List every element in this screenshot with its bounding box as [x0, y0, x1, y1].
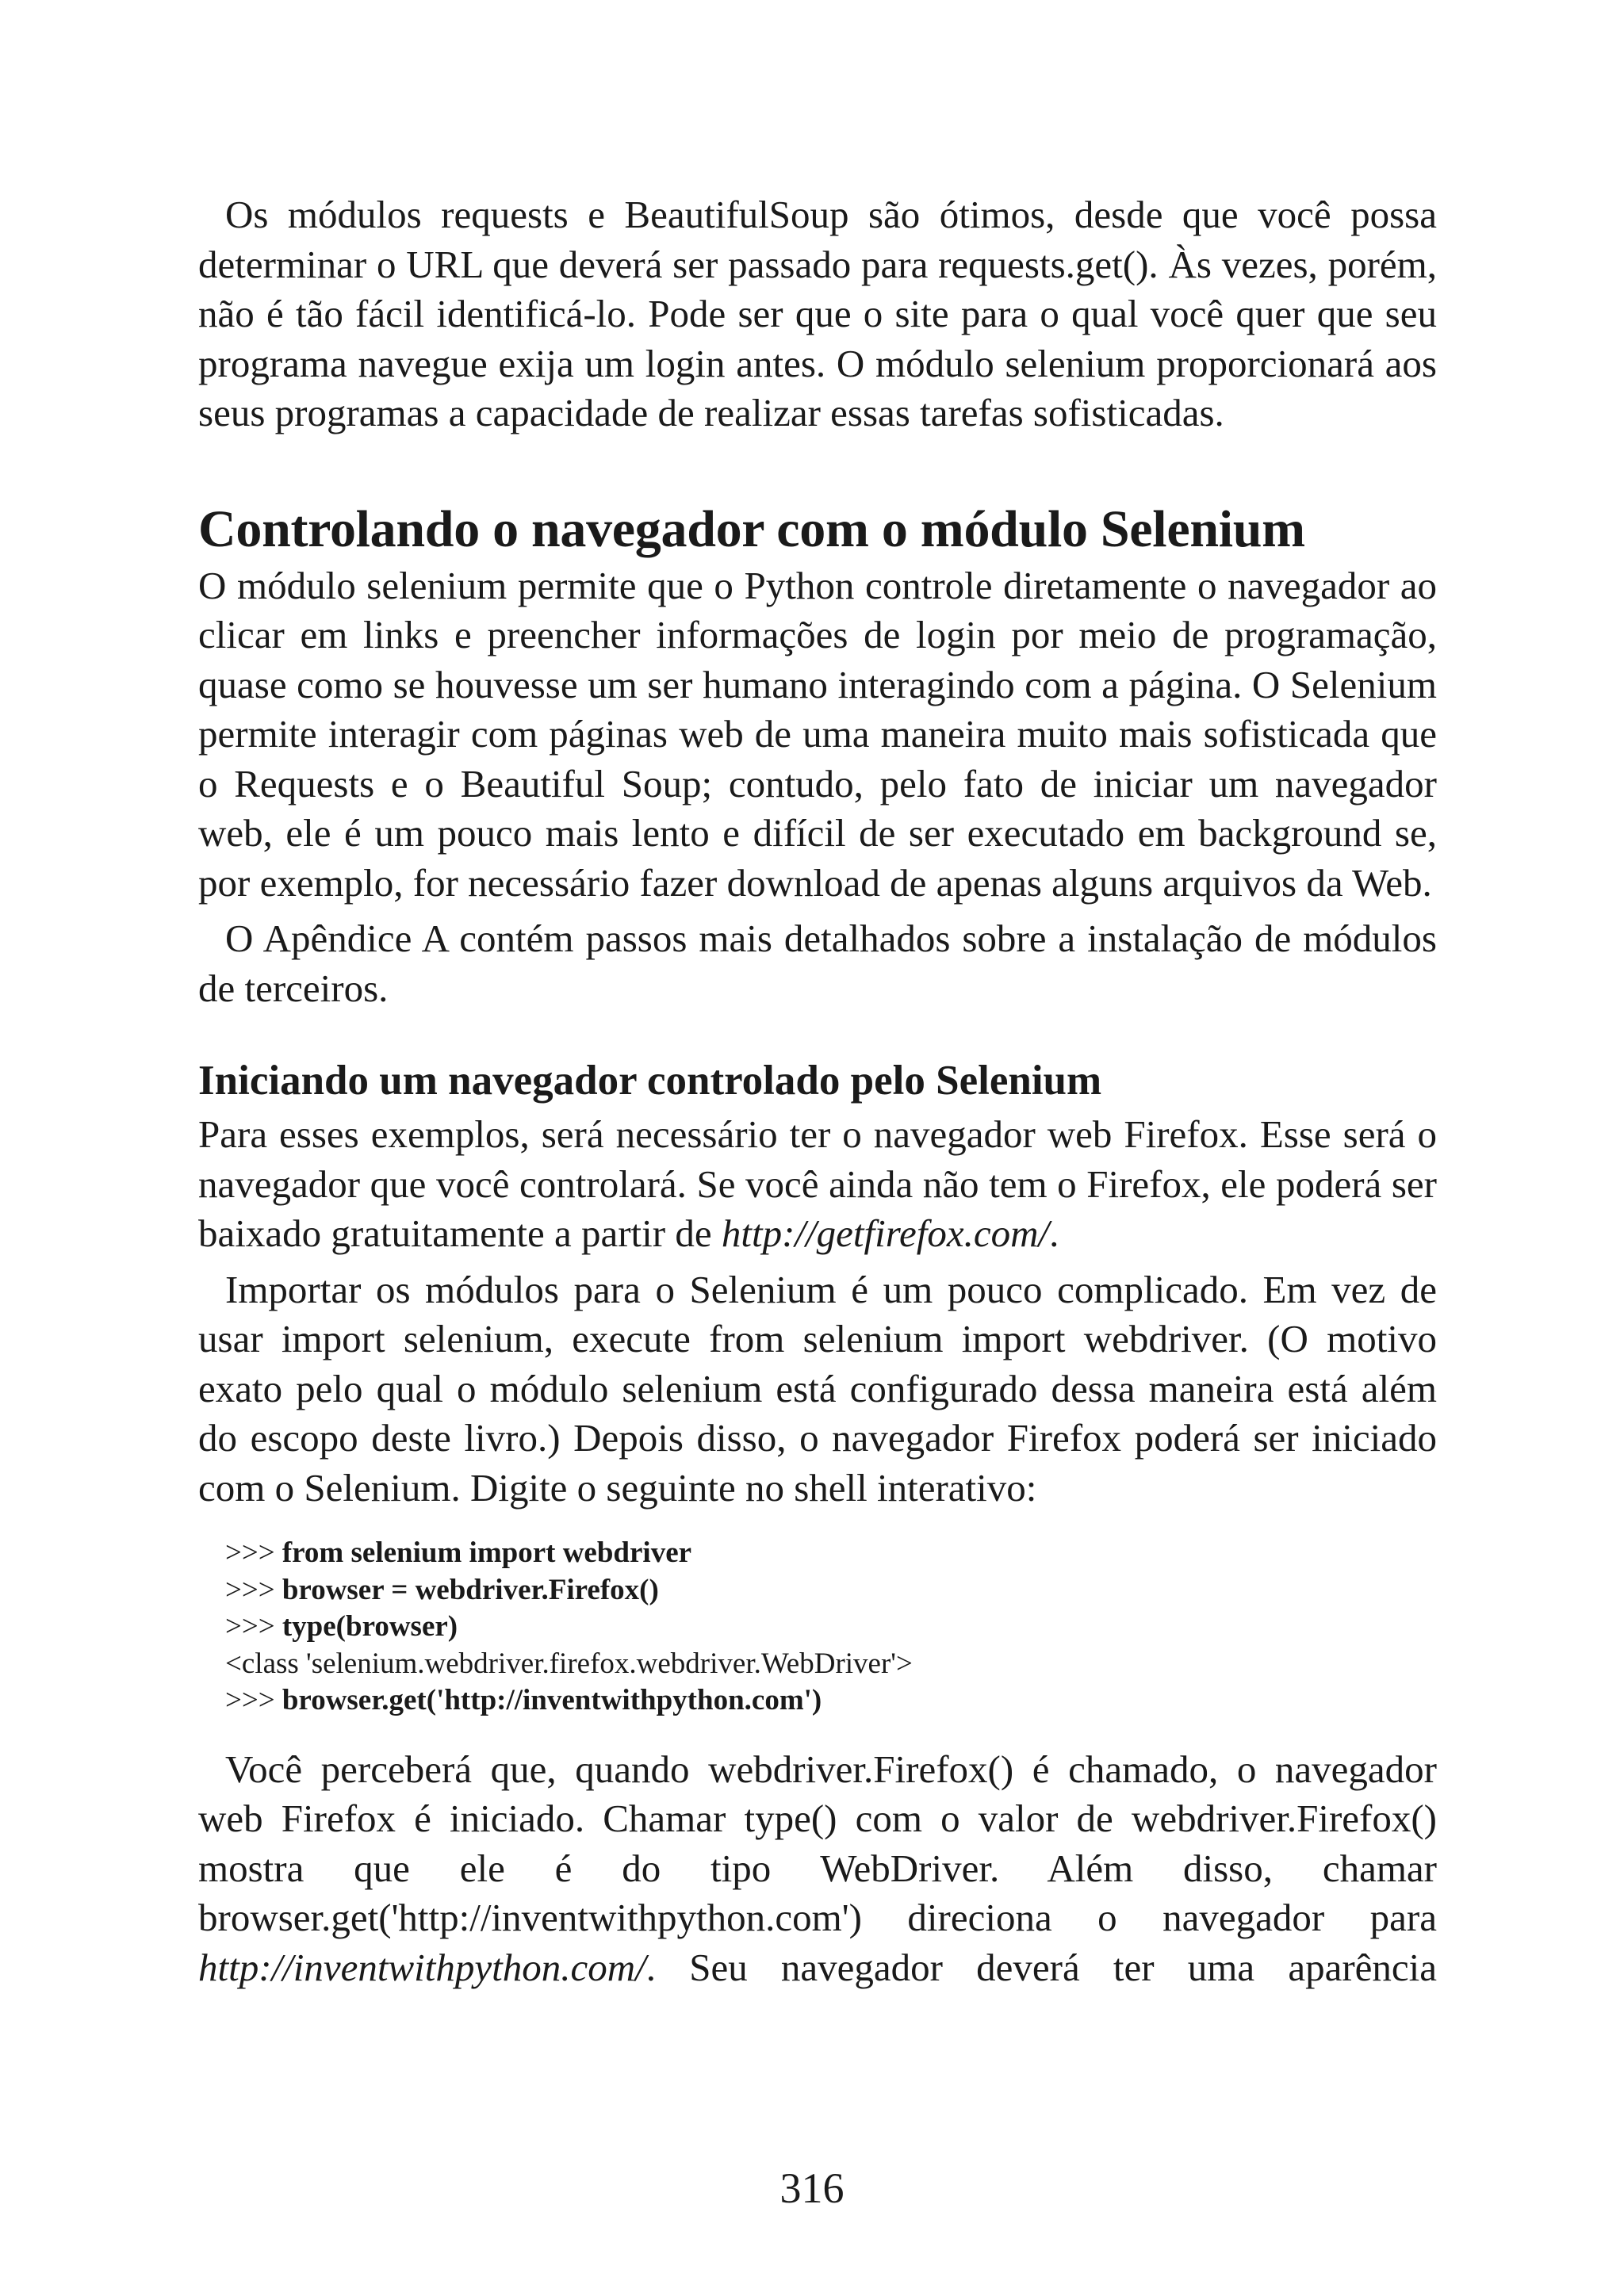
subsection-heading: Iniciando um navegador controlado pelo Selenium	[198, 1058, 1102, 1104]
firefox-url-link: http://getfirefox.com/	[721, 1211, 1050, 1255]
paragraph-text: Você perceberá que, quando webdriver.Firefox() é chamado, o navegador web Firefox é iniciado. Chamar type() com o valor de webdriver.Firefox() mostra que ele é do tipo WebDriver. Além disso, chamar browser.get('http://inventwithpython.com') direciona o navegador para	[198, 1747, 1437, 1939]
code-block	[225, 1535, 1437, 1720]
code-line	[225, 1609, 1437, 1646]
code-prompt: >>>	[225, 1573, 282, 1606]
code-input: browser.get('http://inventwithpython.com')	[282, 1684, 822, 1716]
subsection-paragraph-2: Importar os módulos para o Selenium é um pouco complicado. Em vez de usar import selenium, execute from selenium import webdriver. (O motivo exato pelo qual o módulo selenium está configurado dessa maneira está além do escopo deste livro.) Depois disso, o navegador Firefox poderá ser iniciado com o Selenium. Digite o seguinte no shell interativo:	[198, 1267, 1437, 1510]
code-input: type(browser)	[282, 1610, 458, 1643]
page-content	[198, 190, 1437, 1992]
code-input: from selenium import webdriver	[282, 1536, 692, 1569]
inventwithpython-url-link: http://inventwithpython.com/	[198, 1945, 646, 1989]
intro-paragraph: Os módulos requests e BeautifulSoup são ótimos, desde que você possa determinar o URL que deverá ser passado para requests.get(). Às vezes, porém, não é tão fácil identificá-lo. Pode ser que o site para o qual você quer que seu programa navegue exija um login antes. O módulo selenium proporcionará aos seus programas a capacidade de realizar essas tarefas sofisticadas.	[198, 193, 1437, 434]
section-paragraph-2: O Apêndice A contém passos mais detalhados sobre a instalação de módulos de terceiros.	[198, 916, 1437, 1010]
code-prompt: >>>	[225, 1610, 282, 1643]
code-output: <class 'selenium.webdriver.firefox.webdriver.WebDriver'>	[225, 1647, 913, 1680]
code-line	[225, 1572, 1437, 1609]
code-prompt: >>>	[225, 1536, 282, 1569]
subsection-paragraph-3	[198, 1745, 1437, 1993]
code-prompt: >>>	[225, 1684, 282, 1716]
page-number: 316	[779, 2164, 845, 2212]
paragraph-text: .	[1049, 1211, 1059, 1255]
paragraph-text: Para esses exemplos, será necessário ter o navegador web Firefox. Esse será o navegador que você controlará. Se você ainda não tem o Firefox, ele poderá ser baixado gratuitamente a partir de	[198, 1112, 1437, 1255]
subsection-paragraph-1	[198, 1110, 1437, 1259]
code-line	[225, 1682, 1437, 1720]
section-heading: Controlando o navegador com o módulo Selenium	[198, 499, 1305, 558]
code-line	[225, 1646, 1437, 1683]
section-paragraph-1: O módulo selenium permite que o Python controle diretamente o navegador ao clicar em links e preencher informações de login por meio de programação, quase como se houvesse um ser humano interagindo com a página. O Selenium permite interagir com páginas web de uma maneira muito mais sofisticada que o Requests e o Beautiful Soup; contudo, pelo fato de iniciar um navegador web, ele é um pouco mais lento e difícil de ser executado em background se, por exemplo, for necessário fazer download de apenas alguns arquivos da Web.	[198, 563, 1437, 905]
paragraph-text: . Seu navegador deverá ter uma aparência	[645, 1945, 1437, 1989]
code-line	[225, 1535, 1437, 1572]
code-input: browser = webdriver.Firefox()	[282, 1573, 659, 1606]
